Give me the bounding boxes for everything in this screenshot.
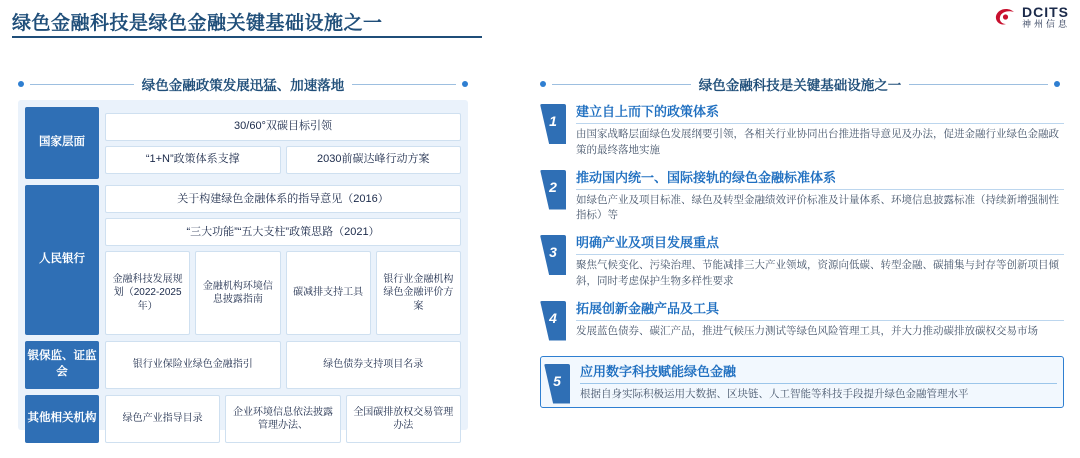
- heading-dot-right-2: [1054, 81, 1060, 87]
- policy-cell: 金融科技发展规划（2022-2025年）: [105, 251, 190, 335]
- heading-rule-right: [552, 84, 691, 85]
- key-infrastructure-list: [540, 100, 1064, 430]
- heading-rule-left: [30, 84, 134, 85]
- item-number-badge: [540, 297, 566, 349]
- page-header: [0, 0, 1080, 42]
- row-label-other: 其他相关机构: [25, 395, 99, 443]
- policy-cell: 2030前碳达峰行动方案: [286, 146, 462, 174]
- heading-dot-right: [540, 81, 546, 87]
- item-number: 2: [549, 178, 557, 195]
- policy-cell: 碳减排支持工具: [286, 251, 371, 335]
- item-number: 5: [553, 372, 561, 389]
- list-item: [540, 166, 1064, 225]
- policy-cell: 绿色产业指导目录: [105, 395, 220, 443]
- item-title: 推动国内统一、国际接轨的绿色金融标准体系: [576, 167, 1064, 190]
- policy-cell: 企业环境信息依法披露管理办法、: [225, 395, 340, 443]
- item-title: 建立自上而下的政策体系: [576, 101, 1064, 124]
- policy-cell: 绿色债券支持项目名录: [286, 341, 462, 389]
- list-item: [540, 231, 1064, 290]
- policy-cell: “三大功能”“五大支柱”政策思路（2021）: [105, 218, 461, 246]
- item-title: 应用数字科技赋能绿色金融: [580, 361, 1057, 384]
- policy-cell: “1+N”政策体系支撑: [105, 146, 281, 174]
- policy-cell: 金融机构环境信息披露指南: [195, 251, 280, 335]
- title-underline: [12, 36, 482, 38]
- row-label-pbc: 人民银行: [25, 185, 99, 335]
- table-row: [25, 107, 461, 179]
- heading-rule-left-2: [352, 84, 456, 85]
- list-item-highlighted: [540, 356, 1064, 409]
- logo-sub-text: 神州信息: [1021, 18, 1070, 29]
- policy-cell: 全国碳排放权交易管理办法: [346, 395, 461, 443]
- policy-cell: 银行业金融机构绿色金融评价方案: [376, 251, 461, 335]
- brand-logo: [993, 5, 1070, 29]
- row-label-national: 国家层面: [25, 107, 99, 179]
- policy-cell: 关于构建绿色金融体系的指导意见（2016）: [105, 185, 461, 213]
- item-description: 根据自身实际积极运用大数据、区块链、人工智能等科技手段提升绿色金融管理水平: [580, 387, 969, 400]
- logo-main-text: DCITS: [1021, 4, 1069, 20]
- table-row: [25, 185, 461, 335]
- logo-text: [1022, 5, 1070, 29]
- list-item: [540, 297, 1064, 349]
- policy-matrix: [18, 100, 468, 430]
- policy-cell: 银行业保险业绿色金融指引: [105, 341, 281, 389]
- item-number-badge: [540, 166, 566, 225]
- item-number-badge: [544, 360, 570, 403]
- item-description: 由国家战略层面绿色发展纲要引领，各相关行业协同出台推进指导意见及办法，促进金融行业绿色金融政策的最终落地实施: [576, 128, 1059, 156]
- policy-cell: 30/60°双碳目标引领: [105, 113, 461, 141]
- page-title: 绿色金融科技是绿色金融关键基础设施之一: [12, 13, 383, 34]
- item-description: 如绿色产业及项目标准、绿色及转型金融绩效评价标准及计量体系、环境信息披露标准（持续新增强制性指标）等: [576, 193, 1059, 222]
- item-number: 1: [549, 113, 557, 129]
- right-heading-text: 绿色金融科技是关键基础设施之一: [698, 78, 902, 93]
- row-label-cbirc: 银保监、证监会: [25, 341, 99, 389]
- left-heading-text: 绿色金融政策发展迅猛、加速落地: [141, 78, 345, 93]
- left-section-heading: [18, 74, 468, 94]
- item-description: 聚焦气候变化、污染治理、节能减排三大产业领域，资源向低碳、转型金融、碳捕集与封存等创新项目倾斜，同时考虑保护生物多样性要求: [576, 259, 1059, 287]
- item-title: 拓展创新金融产品及工具: [576, 298, 1064, 321]
- heading-dot-left-2: [462, 81, 468, 87]
- heading-rule-right-2: [909, 84, 1048, 85]
- table-row: [25, 395, 461, 443]
- dcits-swirl-icon: [993, 5, 1017, 29]
- item-description: 发展蓝色债券、碳汇产品，推进气候压力测试等绿色风险管理工具，并大力推动碳排放碳权交易市场: [576, 324, 1038, 337]
- heading-dot-left: [18, 81, 24, 87]
- item-number-badge: [540, 231, 566, 290]
- item-title: 明确产业及项目发展重点: [576, 232, 1064, 255]
- item-number-badge: [540, 100, 566, 159]
- table-row: [25, 341, 461, 389]
- list-item: [540, 100, 1064, 159]
- item-number: 4: [549, 309, 557, 326]
- item-number: 3: [549, 244, 557, 260]
- right-section-heading: [540, 74, 1060, 94]
